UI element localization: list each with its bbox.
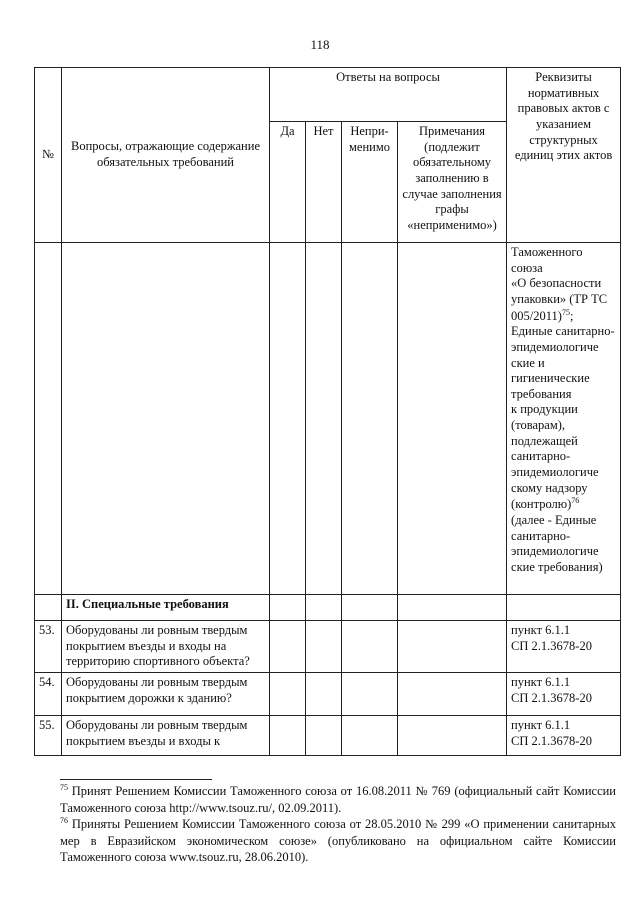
row-question: Оборудованы ли ровным твердым покрытием дорожки к зданию? — [62, 673, 270, 716]
header-yes: Да — [270, 122, 306, 243]
header-answers: Ответы на вопросы — [270, 68, 507, 122]
header-notes: Примечания (подлежит обязательному заполнению в случае заполнения графы «неприменимо») — [398, 122, 507, 243]
header-num: № — [35, 68, 62, 243]
row-ref: пункт 6.1.1 СП 2.1.3678-20 — [507, 673, 621, 716]
row-question: Оборудованы ли ровным твердым покрытием въезды и входы на территорию спортивного объекта? — [62, 621, 270, 673]
footnotes — [60, 783, 616, 866]
header-row-1 — [35, 68, 621, 122]
row-num: 54. — [35, 673, 62, 716]
footnote-ref-75: 75 — [561, 307, 570, 317]
page-number: 118 — [310, 37, 330, 52]
continued-row — [35, 243, 621, 595]
table-row — [35, 716, 621, 756]
footnote-75: $^{75}$ Принят Решением Комиссии Таможенного союза от 16.08.2011 № 769 (официальный сайт Комиссии Таможенного союза http://www.tsouz.ru/, 02.09.2011). — [60, 783, 616, 815]
row-ref: пункт 6.1.1 СП 2.1.3678-20 — [507, 621, 621, 673]
section-row — [35, 595, 621, 621]
header-no: Нет — [306, 122, 342, 243]
section-title: II. Специальные требования — [62, 595, 270, 621]
header-refs: Реквизиты нормативных правовых актов с указанием структурных единиц этих актов — [507, 68, 621, 243]
row-ref: пункт 6.1.1 СП 2.1.3678-20 — [507, 716, 621, 756]
header-questions: Вопросы, отражающие содержание обязательных требований — [62, 68, 270, 243]
row-num: 55. — [35, 716, 62, 756]
row-question: Оборудованы ли ровным твердым покрытием въезды и входы к — [62, 716, 270, 756]
table-row — [35, 673, 621, 716]
row-num: 53. — [35, 621, 62, 673]
table-row — [35, 621, 621, 673]
requirements-table — [34, 67, 621, 756]
header-na: Непри-менимо — [342, 122, 398, 243]
footnote-ref-76: 76 — [571, 496, 580, 506]
footnote-76: $^{76}$ Приняты Решением Комиссии Таможенного союза от 28.05.2010 № 299 «О применении санитарных мер в Евразийском экономическом союзе» (опубликовано на официальном сайте Комиссии Таможенного союза www.tsouz.ru, 28.06.2010). — [60, 816, 616, 865]
footnote-separator — [60, 779, 212, 780]
continued-ref-cell: Таможенного союза «О безопасности упаковки» (ТР ТС 005/2011)$^{75}$; Единые санитарно-эпидемиологиче ские и гигиенические требования к продукции (товарам), подлежащей санитарно-эпидемиологиче скому надзору (контролю)$^{76}$ (далее - Единые санитарно-эпидемиологиче ские требования) — [507, 243, 621, 595]
